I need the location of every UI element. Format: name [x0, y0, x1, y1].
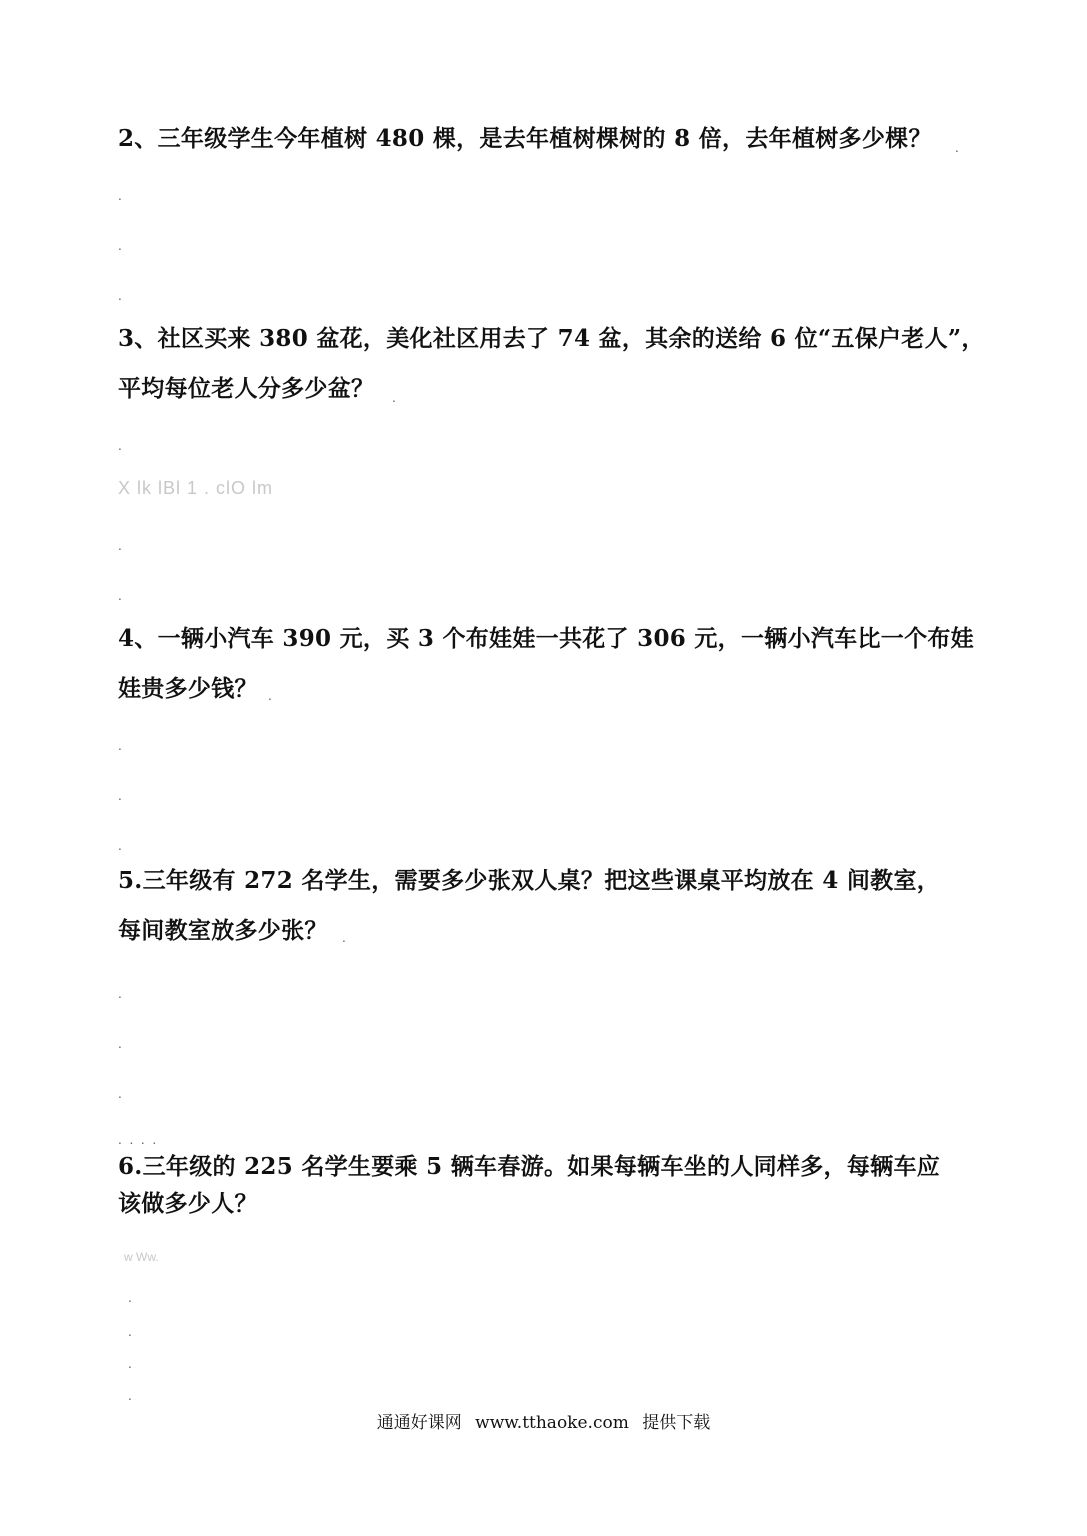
answer-dot: . [118, 239, 122, 253]
question-3 [118, 314, 985, 414]
question-2 [118, 114, 932, 164]
answer-dot: . [118, 589, 122, 603]
footer-url: www.tthaoke.com [475, 1413, 629, 1433]
watermark-small-text: w Ww. [124, 1250, 159, 1264]
question-5-line-1: 5.三年级有 272 名学生，需要多少张双人桌？把这些课桌平均放在 4 间教室， [118, 867, 941, 894]
question-3-line-2: 平均每位老人分多少盆？ [118, 375, 375, 402]
answer-dot: . [128, 1389, 132, 1403]
answer-dot: . [118, 189, 122, 203]
question-3-line-1: 3、社区买来 380 盆花，美化社区用去了 74 盆，其余的送给 6 位“五保户老人”， [118, 325, 985, 352]
watermark-text: X lk lBl 1 . clO lm [118, 478, 274, 498]
answer-dot: . [118, 539, 122, 553]
answer-dot: . [118, 839, 122, 853]
answer-dot: . . . . [118, 1133, 157, 1147]
answer-dot: . [268, 689, 272, 703]
answer-dot: . [118, 289, 122, 303]
question-2-line-1: 2、三年级学生今年植树 480 棵，是去年植树棵树的 8 倍，去年植树多少棵？ [118, 125, 932, 152]
question-6-line-2: 该做多少人？ [118, 1190, 258, 1217]
question-4-line-1: 4、一辆小汽车 390 元，买 3 个布娃娃一共花了 306 元，一辆小汽车比一个布娃 [118, 625, 974, 652]
answer-dot: . [118, 439, 122, 453]
answer-dot: . [392, 391, 396, 405]
answer-dot: . [342, 931, 346, 945]
answer-dot: . [128, 1291, 132, 1305]
question-6 [118, 1143, 940, 1217]
question-5-line-2: 每间教室放多少张？ [118, 917, 328, 944]
answer-dot: . [118, 789, 122, 803]
question-4 [118, 614, 974, 714]
answer-dot: . [118, 1037, 122, 1051]
answer-dot: . [118, 987, 122, 1001]
answer-dot: . [128, 1357, 132, 1371]
footer-site-name: 通通好课网 [376, 1413, 462, 1433]
question-6-line-1: 6.三年级的 225 名学生要乘 5 辆车春游。如果每辆车坐的人同样多，每辆车应 [118, 1153, 941, 1180]
answer-dot: . [118, 1087, 122, 1101]
question-4-line-2: 娃贵多少钱？ [118, 675, 258, 702]
answer-dot: . [118, 739, 122, 753]
question-5 [118, 856, 940, 956]
answer-dot: . [955, 141, 959, 155]
footer-suffix: 提供下载 [642, 1413, 711, 1433]
answer-dot: . [128, 1325, 132, 1339]
page-footer [0, 1408, 1087, 1433]
